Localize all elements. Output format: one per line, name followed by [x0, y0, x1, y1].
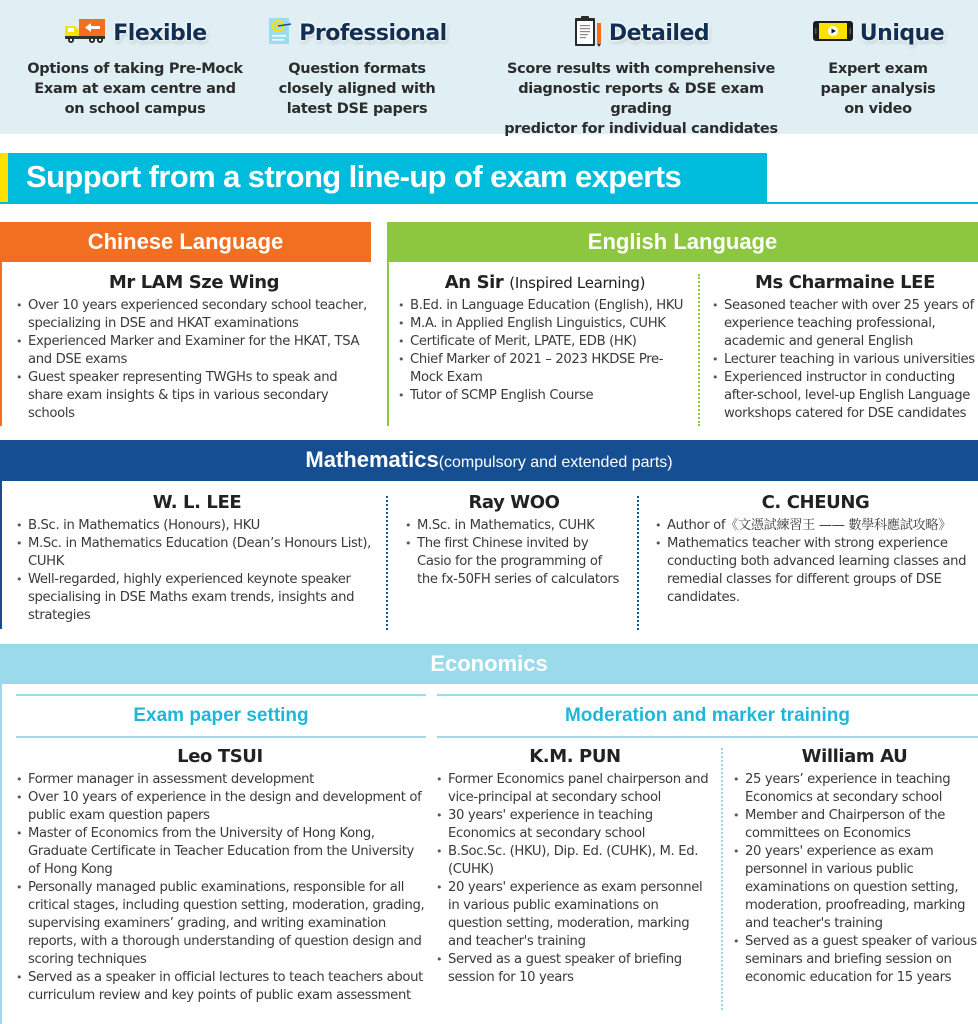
- expert-william-au: [731, 745, 978, 987]
- feature-detailed: Detailed Score results with comprehensive diagnostic reports & DSE exam grading predictor for individual candidates: [490, 16, 792, 139]
- maths-heading: Mathematics(compulsory and extended parts): [0, 440, 978, 481]
- chinese-border: [0, 262, 2, 426]
- expert-name: An Sir (Inspired Learning): [444, 272, 646, 293]
- column-divider: [721, 748, 723, 1010]
- expert-credentials: • Author of《文憑試練習王 —— 數學科應試攻略》 • Mathematics teacher with strong experience conducting both advanced learning classes and remedial classes for different groups of DSE candidates.: [653, 517, 978, 607]
- expert-km-pun: [434, 745, 716, 987]
- economics-border: [0, 684, 2, 1024]
- expert-name: William AU: [801, 746, 908, 767]
- expert-charmaine-lee: [710, 271, 978, 423]
- feature-description: Expert exam paper analysis on video: [820, 61, 936, 117]
- expert-name: Leo TSUI: [177, 746, 263, 767]
- expert-credentials: • Over 10 years experienced secondary school teacher, specializing in DSE and HKAT examinations • Experienced Marker and Examiner for the HKAT, TSA and DSE exams • Guest speaker representing TWGHs to speak and share exam insights & tips in various secondary schools: [14, 297, 374, 423]
- banner-accent: [0, 153, 8, 203]
- features-strip: [0, 0, 978, 137]
- expert-credentials: • M.Sc. in Mathematics, CUHK • The first Chinese invited by Casio for the programming of the fx-50FH series of calculators: [403, 517, 625, 589]
- expert-name: K.M. PUN: [529, 746, 621, 767]
- expert-name: C. CHEUNG: [761, 492, 870, 513]
- divider: [0, 202, 978, 204]
- feature-description: Options of taking Pre-Mock Exam at exam centre and on school campus: [27, 61, 243, 117]
- chinese-heading: Chinese Language: [0, 222, 371, 262]
- econ-subhead-exam-setting: Exam paper setting: [16, 694, 426, 738]
- expert-credentials: • B.Ed. in Language Education (English), HKU • M.A. in Applied English Linguistics, CUHK • Certificate of Merit, LPATE, EDB (HK) • Chief Marker of 2021 – 2023 HKDSE Pre-Mock Exam • Tutor of SCMP English Course: [396, 297, 694, 405]
- econ-subhead-moderation: Moderation and marker training: [437, 694, 978, 738]
- expert-c-cheung: [653, 491, 978, 607]
- feature-description: Score results with comprehensive diagnostic reports & DSE exam grading predictor for individual candidates: [504, 61, 778, 137]
- expert-credentials: • Former Economics panel chairperson and vice-principal at secondary school • 30 years' experience in teaching Economics at secondary school • B.Soc.Sc. (HKU), Dip. Ed. (CUHK), M. Ed. (CUHK) • 20 years' experience as exam personnel in various public examinations on question setting, moderation, marking and teacher's training • Served as a guest speaker of briefing session for 10 years: [434, 771, 716, 987]
- target-document-icon: [267, 16, 293, 50]
- column-divider: [637, 496, 639, 630]
- truck-icon: [63, 18, 107, 48]
- expert-leo-tsui: [14, 745, 426, 1005]
- section-banner: [0, 153, 767, 203]
- feature-unique: Unique Expert exam paper analysis on video: [800, 16, 956, 119]
- english-border: [387, 262, 389, 426]
- feature-flexible: Flexible Options of taking Pre-Mock Exam at exam centre and on school campus: [22, 16, 248, 119]
- expert-name: Ms Charmaine LEE: [755, 272, 935, 293]
- clipboard-icon: [573, 15, 603, 51]
- english-heading: English Language: [387, 222, 978, 262]
- expert-lam: [14, 271, 374, 423]
- expert-credentials: • Former manager in assessment development • Over 10 years of experience in the design and development of public exam question papers • Master of Economics from the University of Hong Kong, Graduate Certificate in Teacher Education from the University of Hong Kong • Personally managed public examinations, responsible for all critical stages, including question setting, moderation, grading, supervising examiners’ grading, and writing examination reports, with a thorough understanding of question design and scoring techniques • Served as a speaker in official lectures to teach teachers about curriculum review and key points of public exam assessment: [14, 771, 426, 1005]
- expert-credentials: • B.Sc. in Mathematics (Honours), HKU • M.Sc. in Mathematics Education (Dean’s Honours List), CUHK • Well-regarded, highly experienced keynote speaker specialising in DSE Maths exam trends, insights and strategies: [14, 517, 380, 625]
- column-divider: [386, 496, 388, 630]
- economics-heading: Economics: [0, 644, 978, 684]
- column-divider: [698, 274, 700, 426]
- expert-an-sir: [396, 271, 694, 405]
- expert-name: W. L. LEE: [152, 492, 242, 513]
- maths-border: [0, 481, 2, 629]
- banner-title: Support from a strong line-up of exam experts: [26, 159, 682, 194]
- feature-professional: Professional Question formats closely aligned with latest DSE papers: [262, 16, 452, 119]
- expert-wl-lee: [14, 491, 380, 625]
- video-play-icon: [812, 19, 854, 47]
- expert-name: Ray WOO: [468, 492, 560, 513]
- expert-name: Mr LAM Sze Wing: [108, 272, 280, 293]
- feature-description: Question formats closely aligned with latest DSE papers: [278, 61, 436, 117]
- expert-ray-woo: [403, 491, 625, 589]
- expert-credentials: • Seasoned teacher with over 25 years of experience teaching professional, academic and general English • Lecturer teaching in various universities • Experienced instructor in conducting after-school, level-up English Language workshops catered for DSE candidates: [710, 297, 978, 423]
- expert-credentials: • 25 years’ experience in teaching Economics at secondary school • Member and Chairperson of the committees on Economics • 20 years' experience as exam personnel in various public examinations on question setting, moderation, proofreading, marking and teacher's training • Served as a guest speaker of various seminars and briefing session on economic education for 15 years: [731, 771, 978, 987]
